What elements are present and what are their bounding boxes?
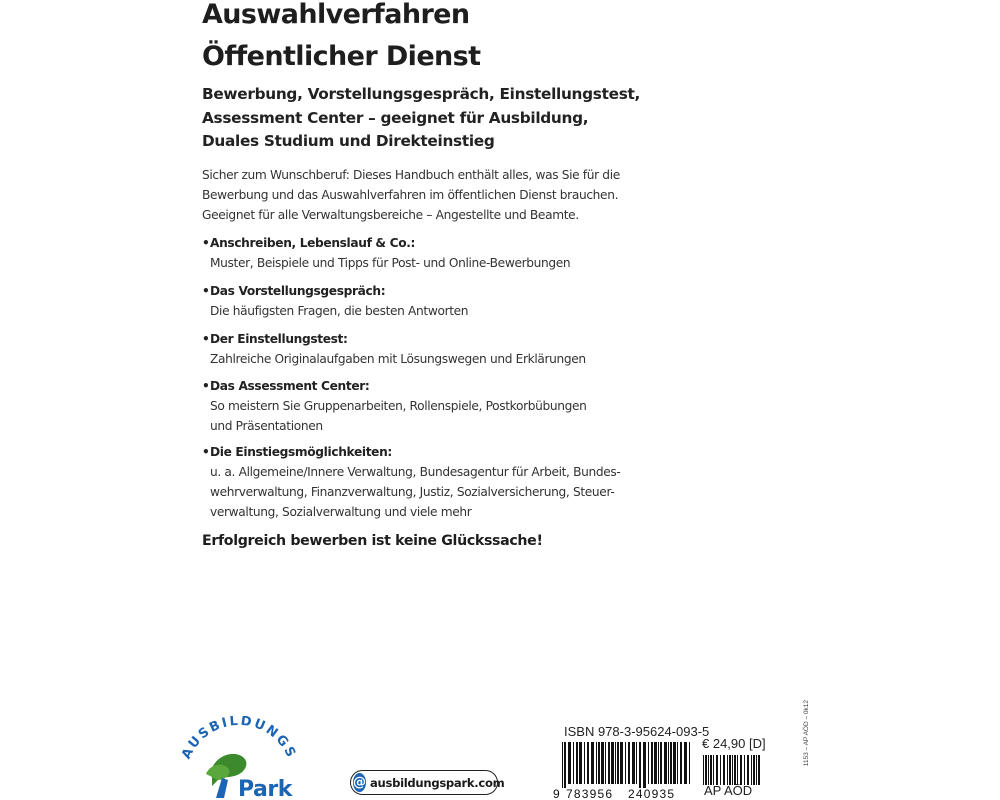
barcode-bar <box>568 742 571 784</box>
addon-barcode <box>703 755 761 785</box>
barcode-bar <box>670 742 672 784</box>
addon-barcode-bar <box>756 755 757 785</box>
barcode-bar <box>680 742 682 784</box>
at-icon: @ <box>353 775 366 790</box>
feature-heading-text: Anschreiben, Lebenslauf & Co.: <box>210 236 416 250</box>
barcode-bar <box>564 742 566 788</box>
closing-slogan: Erfolgreich bewerben ist keine Glückssache! <box>202 533 543 549</box>
publisher-logo <box>178 716 300 800</box>
feature-heading-text: Das Vorstellungsgespräch: <box>210 284 386 298</box>
addon-barcode-bar <box>744 755 745 785</box>
feature-line: Muster, Beispiele und Tipps für Post- und Online-Bewerbungen <box>210 256 571 270</box>
spine-code: 1153 – AP AÖD – 0k12 <box>803 700 810 767</box>
addon-barcode-bar <box>720 755 721 785</box>
feature-heading <box>202 329 642 349</box>
subtitle-line: Duales Studium und Direkteinstieg <box>202 132 495 150</box>
addon-barcode-bar <box>716 755 718 785</box>
barcode-digits-left: 783956 <box>566 787 614 800</box>
feature-item <box>202 329 642 369</box>
barcode-bar <box>643 742 646 788</box>
feature-line: Zahlreiche Originalaufgaben mit Lösungswegen und Erklärungen <box>210 352 586 366</box>
barcode-bar <box>677 742 678 784</box>
barcode-bar <box>611 742 614 784</box>
intro-line: Sicher zum Wunschberuf: Dieses Handbuch enthält alles, was Sie für die <box>202 168 620 182</box>
title-line: Öffentlicher Dienst <box>202 41 481 72</box>
feature-item <box>202 442 642 522</box>
barcode-bar <box>654 742 657 784</box>
barcode-bar <box>596 742 597 784</box>
addon-barcode-bar <box>713 755 714 785</box>
barcode-bar <box>598 742 600 784</box>
logo-word: Park <box>238 777 292 800</box>
website-link[interactable] <box>350 770 505 795</box>
bullet: • <box>202 332 210 346</box>
feature-line: und Präsentationen <box>210 419 323 433</box>
barcode-bar <box>636 742 637 784</box>
addon-barcode-bar <box>723 755 725 785</box>
addon-barcode-bar <box>729 755 731 785</box>
bullet: • <box>202 284 210 298</box>
subtitle-line: Assessment Center – geeignet für Ausbildung, <box>202 108 589 127</box>
barcode-bar <box>601 742 604 784</box>
barcode-bar <box>617 742 619 784</box>
barcode-bar <box>620 742 623 784</box>
addon-barcode-bar <box>747 755 749 785</box>
barcode-bar <box>576 742 578 784</box>
website-text: ausbildungspark.com <box>370 775 505 790</box>
logo-arc-text: AUSBILDUNGS <box>179 716 299 762</box>
barcode-bar <box>615 742 616 784</box>
subtitle-line: Bewerbung, Vorstellungsgespräch, Einstellungstest, <box>202 85 641 103</box>
feature-item <box>202 376 642 436</box>
book-title <box>202 0 762 78</box>
addon-barcode-bar <box>740 755 742 785</box>
bullet: • <box>202 236 210 250</box>
book-subtitle <box>202 83 762 154</box>
intro-line: Geeignet für alle Verwaltungsbereiche – Angestellte und Beamte. <box>202 208 579 222</box>
barcode-bar <box>587 742 589 784</box>
feature-line: wehrverwaltung, Finanzverwaltung, Justiz, Sozialversicherung, Steuer- <box>210 485 615 499</box>
addon-barcode-bar <box>710 755 712 785</box>
feature-heading-text: Der Einstellungstest: <box>210 332 348 346</box>
feature-heading <box>202 233 642 253</box>
addon-barcode-bar <box>737 755 738 785</box>
barcode-bar <box>573 742 574 784</box>
isbn-label: ISBN 978-3-95624-093-5 <box>564 724 710 739</box>
barcode-bar <box>658 742 659 784</box>
intro-line: Bewerbung und das Auswahlverfahren im öffentlichen Dienst brauchen. <box>202 188 619 202</box>
barcode-bar <box>648 742 649 784</box>
barcode-bar <box>651 742 653 784</box>
feature-heading-text: Die Einstiegsmöglichkeiten: <box>210 445 392 459</box>
feature-heading <box>202 376 642 396</box>
feature-heading <box>202 281 642 301</box>
barcode-bar <box>605 742 606 784</box>
barcode-bar <box>660 742 662 784</box>
feature-heading <box>202 442 642 462</box>
addon-barcode-bar <box>734 755 736 785</box>
barcode-bar <box>673 742 676 784</box>
addon-barcode-bar <box>703 755 704 785</box>
barcode-bar <box>608 742 610 784</box>
barcode-bar <box>579 742 582 784</box>
addon-barcode-bar <box>705 755 707 785</box>
barcode-bar <box>664 742 667 784</box>
barcode-bar <box>684 742 687 784</box>
feature-line: Die häufigsten Fragen, die besten Antworten <box>210 304 469 318</box>
addon-barcode-bar <box>758 755 760 785</box>
feature-item <box>202 281 642 321</box>
addon-code: AP AÖD <box>704 783 753 798</box>
feature-line: So meistern Sie Gruppenarbeiten, Rollenspiele, Postkorbübungen <box>210 399 587 413</box>
barcode-digit-prefix: 9 <box>553 787 560 800</box>
barcode-bar <box>639 742 641 788</box>
title-line: Auswahlverfahren <box>202 0 470 30</box>
feature-line: verwaltung, Sozialverwaltung und viele mehr <box>210 505 472 519</box>
barcode-bar <box>591 742 594 784</box>
barcode-bar <box>689 742 690 784</box>
price-label: € 24,90 [D] <box>702 736 766 751</box>
addon-barcode-bar <box>732 755 733 785</box>
bullet: • <box>202 445 210 459</box>
addon-barcode-bar <box>751 755 752 785</box>
barcode-bar <box>625 742 626 784</box>
feature-item <box>202 233 642 273</box>
barcode-bar <box>584 742 585 784</box>
barcode-bar <box>628 742 630 784</box>
isbn-barcode <box>552 742 692 800</box>
barcode-bar <box>632 742 635 784</box>
barcode-bar <box>562 742 563 788</box>
intro-paragraph <box>202 165 662 225</box>
addon-barcode-bar <box>708 755 709 785</box>
barcode-bar <box>668 742 669 784</box>
feature-heading-text: Das Assessment Center: <box>210 379 370 393</box>
addon-barcode-bar <box>727 755 728 785</box>
feature-line: u. a. Allgemeine/Innere Verwaltung, Bundesagentur für Arbeit, Bundes- <box>210 465 621 479</box>
bullet: • <box>202 379 210 393</box>
barcode-digits-right: 240935 <box>628 787 676 800</box>
addon-barcode-bar <box>753 755 755 785</box>
